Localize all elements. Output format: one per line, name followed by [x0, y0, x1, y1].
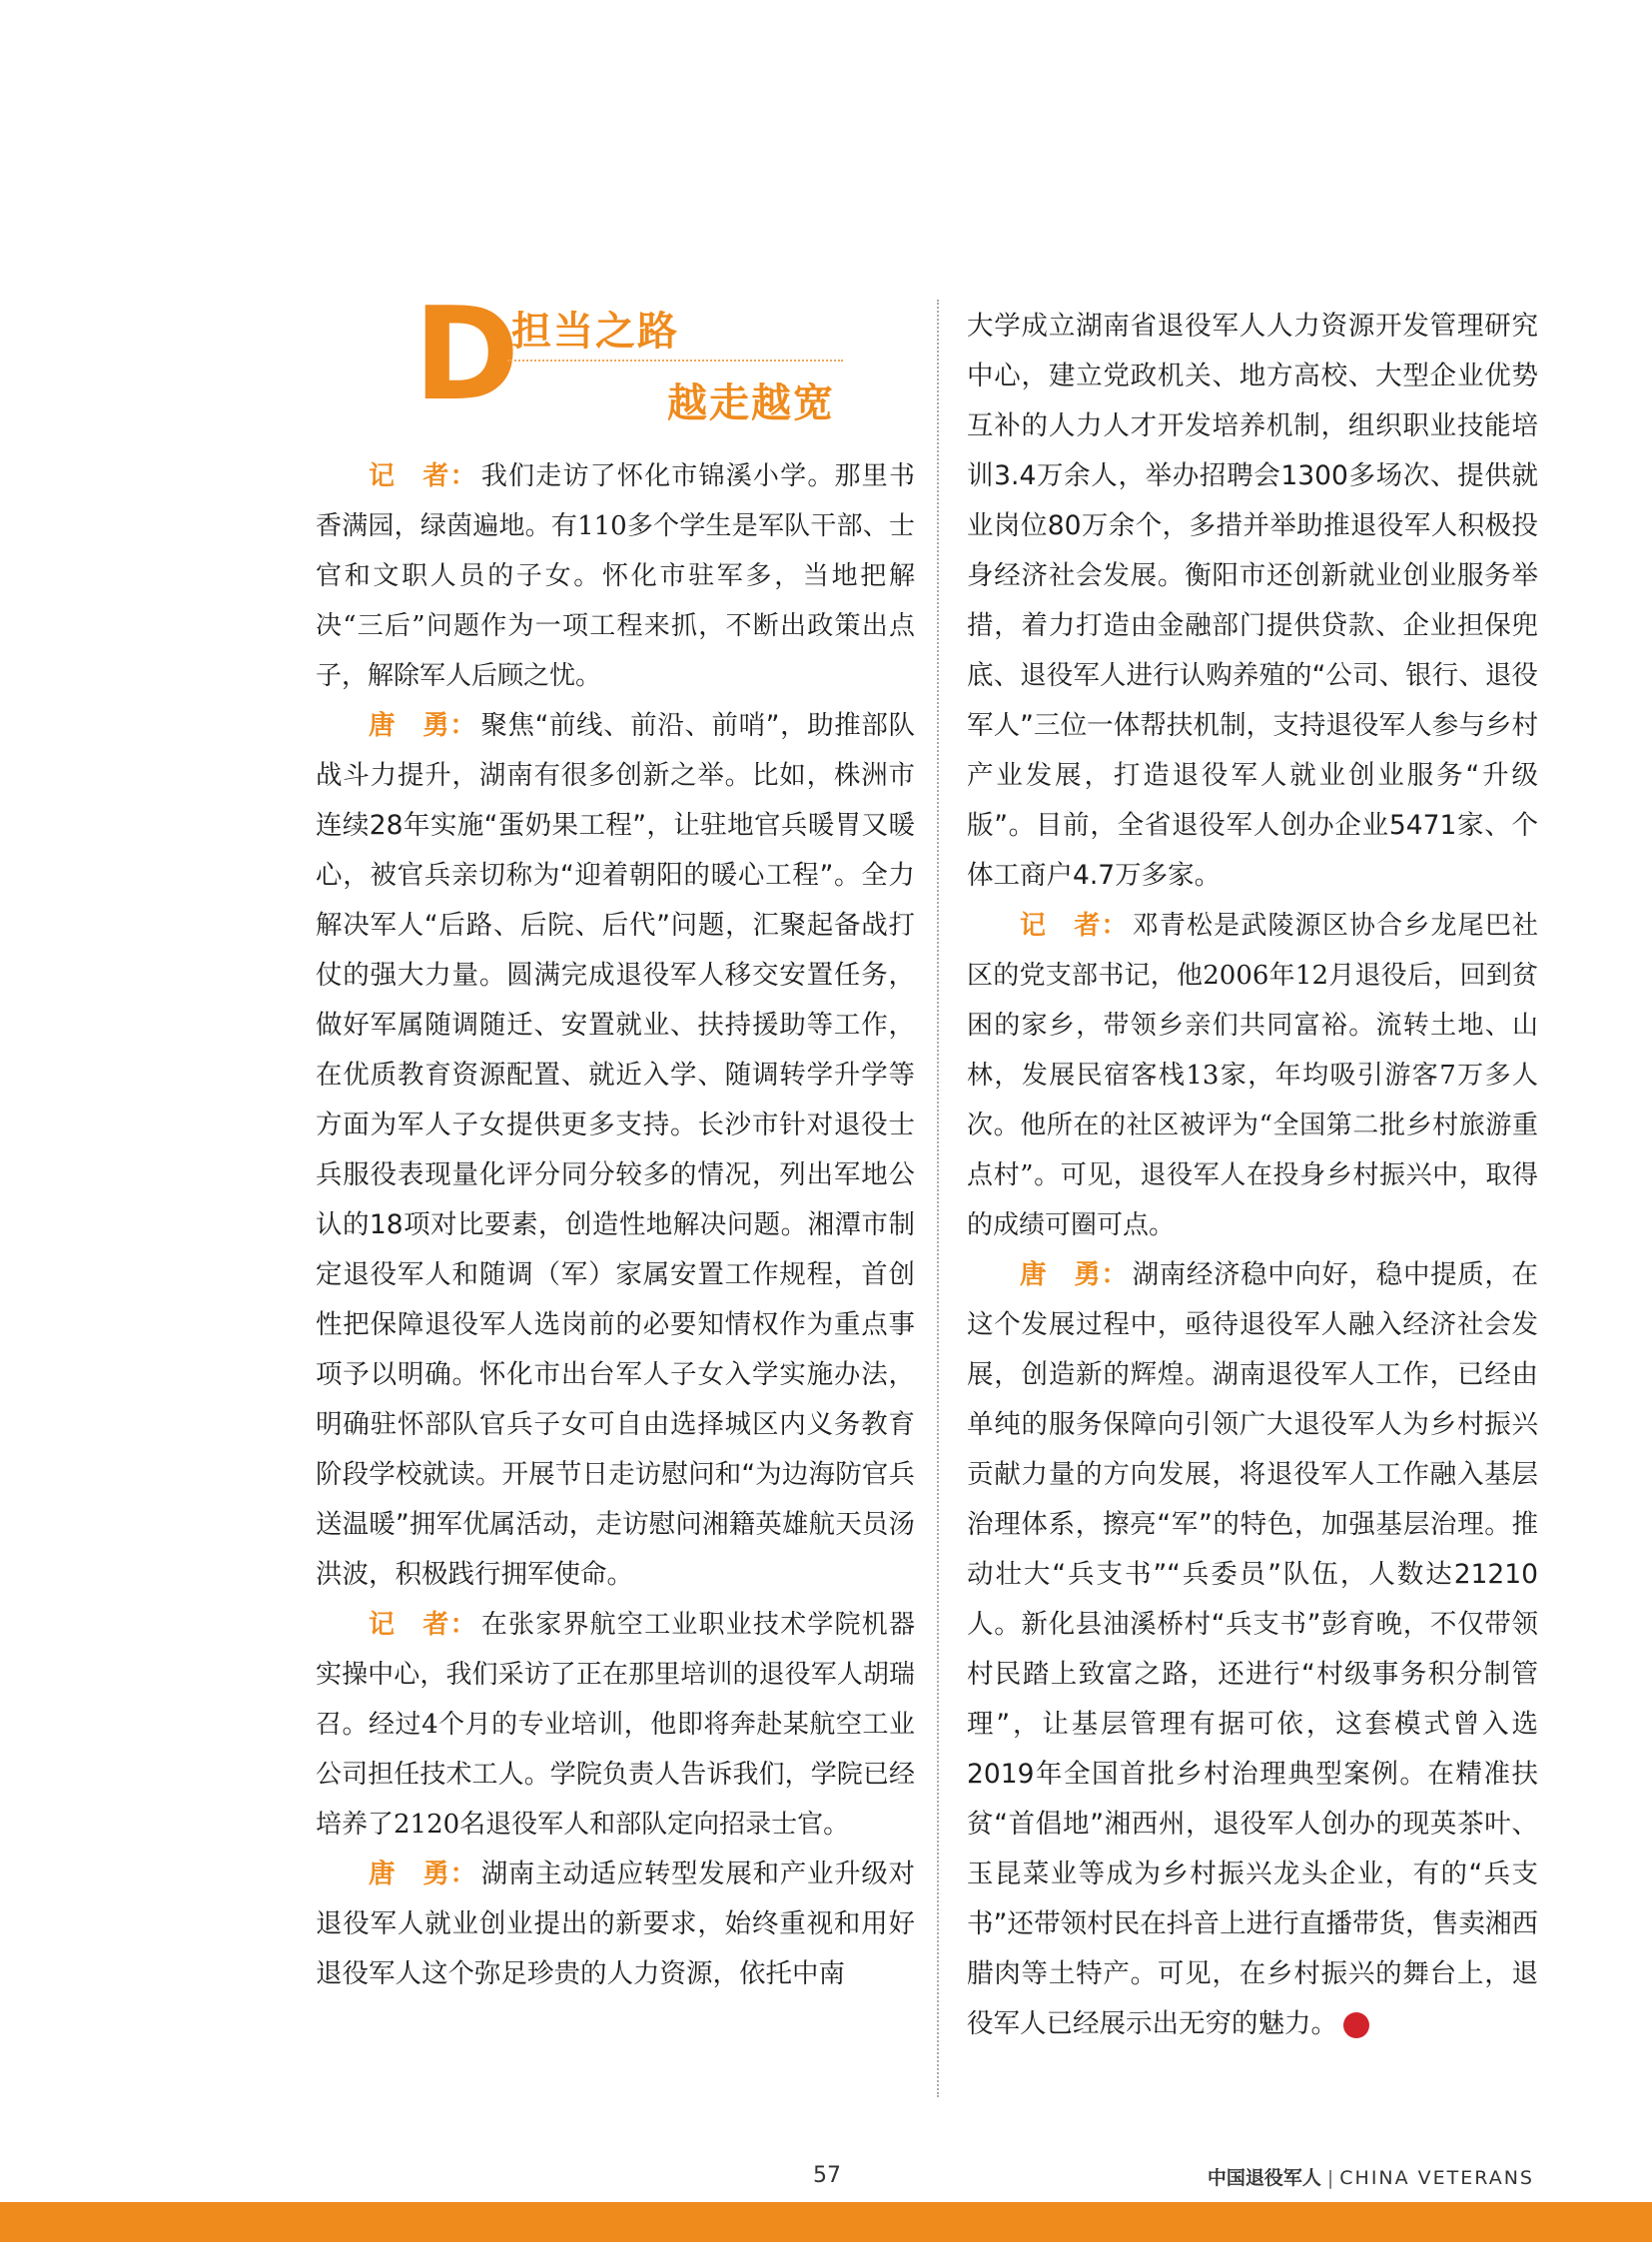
interview-paragraph — [316, 1850, 915, 1999]
speaker-label: 记 者： — [369, 1610, 477, 1640]
footer-color-bar — [0, 2202, 1652, 2242]
left-column — [316, 451, 915, 1999]
paragraph-text: 湖南主动适应转型发展和产业升级对退役军人就业创业提出的新要求，始终重视和用好退役军人这个弥足珍贵的人力资源，依托中南 — [316, 1859, 916, 1989]
paragraph-text: 湖南经济稳中向好，稳中提质，在这个发展过程中，亟待退役军人融入经济社会发展，创造新的辉煌。湖南退役军人工作，已经由单纯的服务保障向引领广大退役军人为乡村振兴贡献力量的方向发展，将退役军人工作融入基层治理体系，擦亮“军”的特色，加强基层治理。推动壮大“兵支书”“兵委员”队伍，人数达21210人。新化县油溪桥村“兵支书”彭育晚，不仅带领村民踏上致富之路，还进行“村级事务积分制管理”，让基层管理有据可依，这套模式曾入选2019年全国首批乡村治理典型案例。在精准扶贫“首倡地”湘西州，退役军人创办的现英茶叶、玉昆菜业等成为乡村振兴龙头企业，有的“兵支书”还带领村民在抖音上进行直播带货，售卖湘西腊肉等土特产。可见，在乡村振兴的舞台上，退役军人已经展示出无穷的魅力。 — [967, 1259, 1539, 2039]
interview-paragraph — [316, 451, 915, 701]
interview-paragraph — [967, 302, 1538, 901]
speaker-label: 唐 勇： — [369, 1859, 477, 1889]
brand-english: CHINA VETERANS — [1339, 2167, 1534, 2189]
interview-paragraph — [316, 701, 915, 1600]
paragraph-text: 聚焦“前线、前沿、前哨”，助推部队战斗力提升，湖南有很多创新之举。比如，株洲市连续28年实施“蛋奶果工程”，让驻地官兵暖胃又暖心，被官兵亲切称为“迎着朝阳的暖心工程”。全力解决军人“后路、后院、后代”问题，汇聚起备战打仗的强大力量。圆满完成退役军人移交安置任务，做好军属随调随迁、安置就业、扶持援助等工作，在优质教育资源配置、就近入学、随调转学升学等方面为军人子女提供更多支持。长沙市针对退役士兵服役表现量化评分同分较多的情况，列出军地公认的18项对比要素，创造性地解决问题。湘潭市制定退役军人和随调（军）家属安置工作规程，首创性把保障退役军人选岗前的必要知情权作为重点事项予以明确。怀化市出台军人子女入学实施办法，明确驻怀部队官兵子女可自由选择城区内义务教育阶段学校就读。开展节日走访慰问和“为边海防官兵送温暖”拥军优属活动，走访慰问湘籍英雄航天员汤洪波，积极践行拥军使命。 — [316, 710, 915, 1590]
end-of-article-icon: V — [1343, 2012, 1369, 2038]
heading-dotted-rule — [507, 360, 843, 362]
brand-chinese: 中国退役军人 — [1207, 2167, 1321, 2189]
speaker-label: 唐 勇： — [1020, 1259, 1129, 1290]
paragraph-text: 在张家界航空工业职业技术学院机器实操中心，我们采访了正在那里培训的退役军人胡瑞召。经过4个月的专业培训，他即将奔赴某航空工业公司担任技术工人。学院负责人告诉我们，学院已经培养了2120名退役军人和部队定向招录士官。 — [316, 1610, 915, 1840]
paragraph-text: 大学成立湖南省退役军人人力资源开发管理研究中心，建立党政机关、地方高校、大型企业优势互补的人力人才开发培养机制，组织职业技能培训3.4万余人，举办招聘会1300多场次、提供就业岗位80万余个，多措并举助推退役军人积极投身经济社会发展。衡阳市还创新就业创业服务举措，着力打造由金融部门提供贷款、企业担保兜底、退役军人进行认购养殖的“公司、银行、退役军人”三位一体帮扶机制，支持退役军人参与乡村产业发展，打造退役军人就业创业服务“升级版”。目前，全省退役军人创办企业5471家、个体工商户4.7万多家。 — [967, 311, 1538, 891]
brand-separator: | — [1326, 2167, 1334, 2189]
right-column — [967, 302, 1538, 2049]
page-number: 57 — [813, 2163, 841, 2188]
interview-paragraph — [967, 901, 1538, 1250]
section-title-line2: 越走越宽 — [667, 380, 835, 426]
interview-paragraph — [967, 1250, 1538, 2049]
section-initial-letter: D — [413, 281, 520, 429]
section-title-line1: 担当之路 — [511, 309, 679, 355]
speaker-label: 唐 勇： — [369, 710, 477, 741]
paragraph-text: 邓青松是武陵源区协合乡龙尾巴社区的党支部书记，他2006年12月退役后，回到贫困的家乡，带领乡亲们共同富裕。流转土地、山林，发展民宿客栈13家，年均吸引游客7万多人次。他所在的社区被评为“全国第二批乡村旅游重点村”。可见，退役军人在投身乡村振兴中，取得的成绩可圈可点。 — [967, 911, 1538, 1240]
speaker-label: 记 者： — [369, 461, 477, 491]
section-heading — [400, 281, 859, 431]
column-divider — [937, 300, 939, 2097]
speaker-label: 记 者： — [1020, 911, 1129, 941]
paragraph-text: 我们走访了怀化市锦溪小学。那里书香满园，绿茵遍地。有110多个学生是军队干部、士官和文职人员的子女。怀化市驻军多，当地把解决“三后”问题作为一项工程来抓，不断出政策出点子，解除军人后顾之忧。 — [316, 461, 915, 691]
interview-paragraph — [316, 1600, 915, 1850]
footer-brand — [1208, 2163, 1534, 2190]
